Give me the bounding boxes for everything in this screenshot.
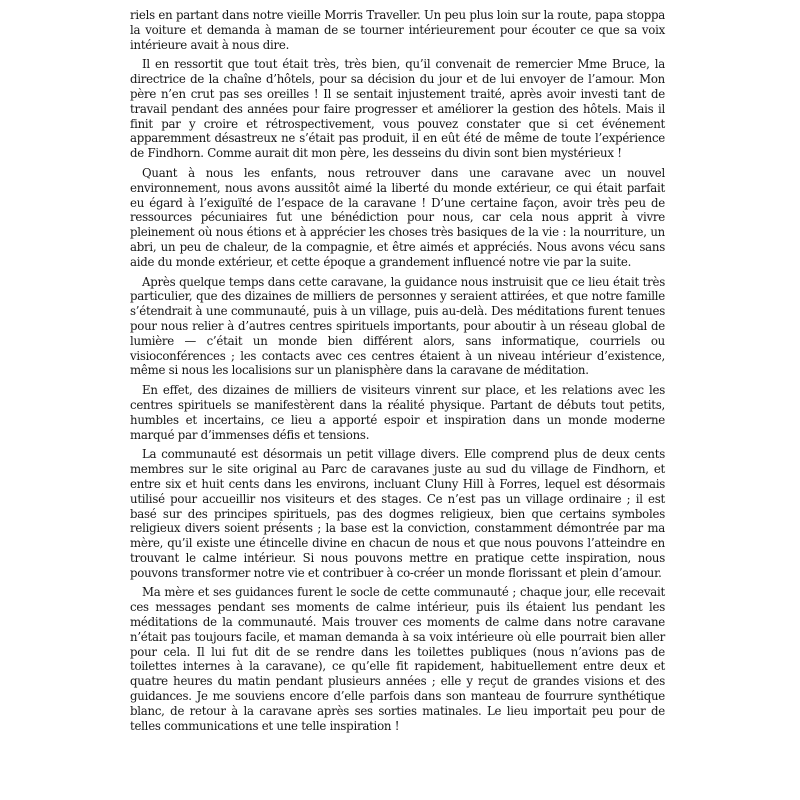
paragraph-continued: riels en partant dans notre vieille Morris Traveller. Un peu plus loin sur la route, papa stoppa la voiture et demanda à maman de se tourner intérieurement pour écouter ce que sa voix intérieure avait à nous dire. [130, 8, 665, 52]
page-body [130, 8, 665, 738]
paragraph: Il en ressortit que tout était très, très bien, qu’il convenait de remercier Mme Bruce, la directrice de la chaîne d’hôtels, pour sa décision du jour et de lui envoyer de l’amour. Mon père n’en crut pas ses oreilles ! Il se sentait injustement traité, après avoir investi tant de travail pendant des années pour faire progresser et améliorer la gestion des hôtels. Mais il finit par y croire et rétrospectivement, vous pouvez constater que si cet événement apparemment désastreux ne s’était pas produit, il en eût été de même de toute l’expérience de Findhorn. Comme aurait dit mon père, les desseins du divin sont bien mystérieux ! [130, 57, 665, 161]
paragraph: La communauté est désormais un petit village divers. Elle comprend plus de deux cents membres sur le site original au Parc de caravanes juste au sud du village de Findhorn, et entre six et huit cents dans les environs, incluant Cluny Hill à Forres, lequel est désormais utilisé pour accueillir nos visiteurs et des stages. Ce n’est pas un village ordinaire ; il est basé sur des principes spirituels, pas des dogmes religieux, bien que certains symboles religieux divers soient présents ; la base est la conviction, constamment démontrée par ma mère, qu’il existe une étincelle divine en chacun de nous et que nous pouvons l’atteindre en trouvant le calme intérieur. Si nous pouvons mettre en pratique cette inspiration, nous pouvons transformer notre vie et contribuer à co-créer un monde florissant et plein d’amour. [130, 447, 665, 580]
paragraph: Quant à nous les enfants, nous retrouver dans une caravane avec un nouvel environnement, nous avons aussitôt aimé la liberté du monde extérieur, ce qui était parfait eu égard à l’exiguïté de l’espace de la caravane ! D’une certaine façon, avoir très peu de ressources pécuniaires fut une bénédiction pour nous, car cela nous apprit à vivre pleinement où nous étions et à apprécier les choses très basiques de la vie : la nourriture, un abri, un peu de chaleur, de la compagnie, et être aimés et appréciés. Nous avons vécu sans aide du monde extérieur, et cette époque a grandement influencé notre vie par la suite. [130, 165, 665, 269]
paragraph: Après quelque temps dans cette caravane, la guidance nous instruisit que ce lieu était très particulier, que des dizaines de milliers de personnes y seraient attirées, et que notre famille s’étendrait à une communauté, puis à un village, puis au-delà. Des méditations furent tenues pour nous relier à d’autres centres spirituels importants, pour aboutir à un réseau global de lumière — c’était un monde bien différent alors, sans informatique, courriels ou visioconférences ; les contacts avec ces centres étaient à un niveau intérieur d’existence, même si nous les localisions sur un planisphère dans la caravane de méditation. [130, 274, 665, 378]
paragraph: En effet, des dizaines de milliers de visiteurs vinrent sur place, et les relations avec les centres spirituels se manifestèrent dans la réalité physique. Partant de débuts tout petits, humbles et incertains, ce lieu a apporté espoir et inspiration dans un monde moderne marqué par d’immenses défis et tensions. [130, 383, 665, 442]
paragraph: Ma mère et ses guidances furent le socle de cette communauté ; chaque jour, elle recevait ces messages pendant ses moments de calme intérieur, puis ils étaient lus pendant les méditations de la communauté. Mais trouver ces moments de calme dans notre caravane n’était pas toujours facile, et maman demanda à sa voix intérieure où elle pourrait bien aller pour cela. Il lui fut dit de se rendre dans les toilettes publiques (nous n’avions pas de toilettes internes à la caravane), ce qu’elle fit rapidement, habituellement entre deux et quatre heures du matin pendant plusieurs années ; elle y reçut de grandes visions et des guidances. Je me souviens encore d’elle parfois dans son manteau de fourrure synthétique blanc, de retour à la caravane après ses sorties matinales. Le lieu importait peu pour de telles communications et une telle inspiration ! [130, 585, 665, 733]
